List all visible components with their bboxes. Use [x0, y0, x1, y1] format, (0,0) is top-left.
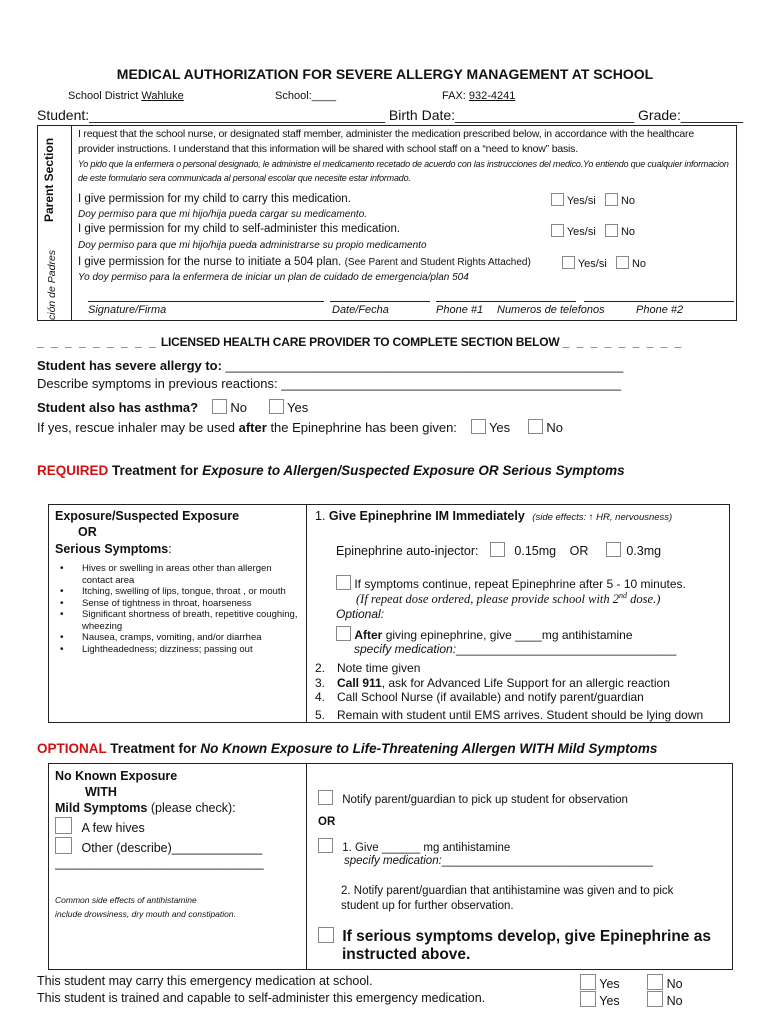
fax-value: 932-4241	[468, 90, 516, 102]
serious-symptoms-title	[55, 542, 172, 556]
dose-03-checkbox[interactable]	[606, 542, 621, 557]
with-label: WITH	[85, 785, 117, 799]
repeat-text: If symptoms continue, repeat Epinephrine after 5 - 10 minutes.	[354, 577, 686, 591]
birth-date-input[interactable]: _______________________	[455, 107, 635, 123]
repeat-note	[356, 591, 660, 607]
mild-symptoms-label: Mild Symptoms	[55, 801, 148, 815]
mild-symptoms-title	[55, 801, 236, 815]
parent-section-label-es: ción de Padres	[46, 249, 58, 320]
hives-row	[55, 817, 145, 835]
yes-label: Yes/si	[577, 258, 607, 270]
permission-carry-es: Doy permiso para que mi hijo/hija pueda cargar su medicamento.	[78, 209, 368, 220]
serious-text-2: instructed above.	[342, 946, 471, 963]
step-num: 5.	[315, 707, 326, 722]
phone1-label: Phone #1	[436, 304, 484, 316]
optional-italic: No Known Exposure to Life-Threatening Allergen WITH Mild Symptoms	[200, 741, 658, 756]
permission-self-administer-es: Doy permiso para que mi hijo/hija pueda administrarse su propio medicamento	[78, 240, 427, 251]
symptom-item: • Hives or swelling in areas other than allergen contact area	[82, 563, 302, 586]
exposure-or: OR	[78, 525, 97, 539]
dose-015-checkbox[interactable]	[490, 542, 505, 557]
autoinjector-row	[336, 542, 661, 558]
permission-504-options	[562, 256, 646, 270]
no-label: No	[631, 258, 646, 270]
optional-heading	[37, 741, 657, 756]
autoinjector-label: Epinephrine auto-injector:	[336, 544, 479, 558]
permission-carry: I give permission for my child to carry this medication.	[78, 193, 351, 205]
repeat-row	[336, 575, 686, 591]
step-item	[315, 690, 703, 705]
specify-medication-label: specify medication:	[354, 642, 457, 656]
serious-row	[318, 927, 711, 946]
repeat-note-sup: nd	[619, 591, 628, 600]
optional-or: OR	[318, 816, 336, 828]
dose-015-label: 0.15mg	[514, 544, 557, 558]
notify-given-line2: student up for further observation.	[341, 900, 514, 912]
inhaler-yes-label: Yes	[488, 420, 511, 435]
notify-pickup-text: Notify parent/guardian to pick up student for observation	[342, 794, 628, 806]
step-bold: Call 911	[337, 675, 382, 690]
required-italic: Exposure to Allergen/Suspected Exposure OR Serious Symptoms	[202, 463, 625, 478]
required-word: REQUIRED	[37, 463, 109, 478]
phone2-line[interactable]	[584, 301, 734, 302]
notify-pickup-row	[318, 790, 628, 806]
step-num: 4.	[315, 690, 326, 705]
other-line[interactable]: ______________________________	[55, 856, 264, 870]
other-row	[55, 837, 262, 855]
permission-504-note: (See Parent and Student Rights Attached)	[344, 257, 531, 268]
antihistamine-checkbox[interactable]	[336, 626, 351, 641]
optional-divider	[306, 763, 307, 970]
carry-text: This student may carry this emergency medication at school.	[37, 974, 373, 988]
grade-label: Grade:	[638, 107, 681, 123]
symptom-item: • Lightheadedness; dizziness; passing out	[82, 644, 302, 656]
severe-allergy-input[interactable]: _______________________________________________________	[225, 358, 624, 373]
step1-num: 1.	[315, 509, 326, 523]
dose-03-label: 0.3mg	[626, 544, 662, 558]
inhaler-post: the Epinephrine has been given:	[270, 420, 457, 435]
phones-es-label: Numeros de telefonos	[497, 304, 605, 316]
provider-banner-text: LICENSED HEALTH CARE PROVIDER TO COMPLETE SECTION BELOW	[160, 335, 560, 349]
phone1-line[interactable]	[436, 301, 576, 302]
hives-checkbox[interactable]	[55, 817, 72, 834]
symptom-item: • Itching, swelling of lips, tongue, throat , or mouth	[82, 586, 302, 598]
asthma-row	[37, 399, 308, 415]
inhaler-pre: If yes, rescue inhaler may be used	[37, 420, 235, 435]
trained-options	[580, 991, 683, 1008]
trained-yes-label: Yes	[599, 994, 620, 1008]
asthma-no-checkbox[interactable]	[212, 399, 227, 414]
parent-intro: I request that the school nurse, or designated staff member, administer the medication prescribed below, in accordance with the healthcare provider instructions. I understand that this information will be shared with school staff on a “need to know” basis.	[78, 128, 694, 155]
after-text: giving epinephrine, give ____mg antihistamine	[385, 628, 633, 642]
permission-504-yes-checkbox[interactable]	[562, 256, 575, 269]
district-value[interactable]: Wahluke	[141, 90, 184, 102]
date-line[interactable]	[330, 301, 430, 302]
permission-self-options	[551, 224, 635, 238]
step-text: , ask for Advanced Life Support for an allergic reaction	[381, 675, 670, 690]
fax-field	[442, 90, 515, 102]
asthma-no-label: No	[230, 400, 247, 415]
permission-504-es: Yo doy permiso para la enfermera de iniciar un plan de cuidado de emergencia/plan 504	[78, 272, 469, 283]
hives-label: A few hives	[81, 821, 145, 835]
required-divider	[306, 504, 307, 723]
yes-label: Yes/si	[566, 195, 596, 207]
severe-allergy-row	[37, 358, 623, 373]
inhaler-yes-checkbox[interactable]	[471, 419, 486, 434]
serious-checkbox[interactable]	[318, 927, 334, 943]
asthma-yes-checkbox[interactable]	[269, 399, 284, 414]
symptoms-input[interactable]: _______________________________________________	[281, 376, 622, 391]
birth-date-label: Birth Date:	[388, 107, 456, 123]
give-antihistamine-checkbox[interactable]	[318, 838, 333, 853]
permission-self-yes-checkbox[interactable]	[551, 224, 564, 237]
inhaler-no-checkbox[interactable]	[528, 419, 543, 434]
banner-dashes-right: _ _ _ _ _ _ _ _ _	[562, 335, 684, 349]
notify-pickup-checkbox[interactable]	[318, 790, 333, 805]
step-text: Note time given	[337, 661, 421, 675]
step-num: 2.	[315, 661, 326, 675]
trained-no-checkbox[interactable]	[647, 991, 663, 1007]
permission-carry-no-checkbox[interactable]	[605, 193, 618, 206]
optional-specify-input[interactable]: _________________________________	[441, 855, 653, 867]
permission-504-no-checkbox[interactable]	[616, 256, 629, 269]
symptom-item: • Sense of tightness in throat, hoarseness	[82, 598, 302, 610]
please-check-label: (please check):	[150, 801, 236, 815]
symptoms-label: Describe symptoms in previous reactions:	[37, 376, 278, 391]
specify-medication-input[interactable]: _________________________________	[456, 642, 677, 656]
carry-yes-label: Yes	[599, 977, 620, 991]
repeat-note-pre: (If repeat dose ordered, please provide school with 2	[356, 592, 620, 607]
step-item	[315, 708, 703, 723]
permission-self-no-checkbox[interactable]	[605, 224, 618, 237]
asthma-label: Student also has asthma?	[37, 400, 199, 415]
form-title: MEDICAL AUTHORIZATION FOR SEVERE ALLERGY MANAGEMENT AT SCHOOL	[116, 66, 654, 82]
symptoms-row	[37, 376, 621, 391]
inhaler-bold: after	[238, 420, 267, 435]
no-label: No	[620, 226, 635, 238]
inhaler-no-label: No	[546, 420, 564, 435]
carry-options	[580, 974, 683, 991]
grade-input[interactable]: ________	[680, 107, 744, 123]
carry-no-checkbox[interactable]	[647, 974, 663, 990]
carry-yes-checkbox[interactable]	[580, 974, 596, 990]
repeat-note-post: dose.)	[627, 592, 661, 607]
exposure-title: Exposure/Suspected Exposure	[55, 509, 240, 523]
yes-label: Yes/si	[566, 226, 596, 238]
no-label: No	[620, 195, 635, 207]
optional-specify-row	[344, 855, 653, 867]
required-heading	[37, 463, 625, 478]
trained-no-label: No	[666, 994, 683, 1008]
step-text: Call School Nurse (if available) and notify parent/guardian	[337, 690, 644, 705]
district-label: School District	[68, 90, 139, 102]
optional-word: OPTIONAL	[37, 741, 107, 756]
step1-row	[315, 509, 672, 523]
specify-medication-row	[354, 642, 676, 656]
side-effects-line2: include drowsiness, dry mouth and constipation.	[55, 909, 236, 919]
permission-self-administer: I give permission for my child to self-administer this medication.	[78, 223, 401, 235]
parent-section-divider	[71, 125, 72, 321]
other-label[interactable]: Other (describe)_____________	[81, 841, 263, 855]
side-effects-line1: Common side effects of antihistamine	[55, 895, 197, 905]
permission-carry-options	[551, 193, 635, 207]
severe-allergy-label: Student has severe allergy to:	[37, 358, 222, 373]
parent-intro-es: Yo pido que la enfermera o personal designado, le administre el medicamento recetado de acuerdo con las instrucciones del medico.Yo entiendo que cualquier informacion de este formulario sera communicada al personal escolar que necesite estar informado.	[78, 159, 729, 183]
no-exposure-title: No Known Exposure	[55, 769, 178, 783]
optional-text: Treatment for	[110, 741, 197, 756]
asthma-yes-label: Yes	[286, 400, 309, 415]
trained-text: This student is trained and capable to self-administer this emergency medication.	[37, 991, 486, 1005]
optional-label: Optional:	[336, 607, 385, 621]
after-bold: After	[354, 628, 383, 642]
optional-specify-label: specify medication:	[344, 855, 442, 867]
symptom-item: • Nausea, cramps, vomiting, and/or diarrhea	[82, 632, 302, 644]
parent-section-label: Parent Section	[42, 137, 56, 222]
student-label: Student:	[37, 107, 90, 123]
permission-504	[78, 256, 531, 268]
repeat-checkbox[interactable]	[336, 575, 351, 590]
required-text: Treatment for	[112, 463, 199, 478]
fax-label: FAX:	[442, 90, 466, 102]
give-antihistamine-row	[318, 838, 510, 854]
student-row	[37, 107, 743, 123]
symptoms-list	[56, 563, 302, 655]
step-num: 3.	[315, 675, 326, 690]
school-field[interactable]: School:____	[275, 90, 337, 102]
antihistamine-row	[336, 626, 633, 642]
permission-504-text: I give permission for the nurse to initiate a 504 plan.	[78, 256, 342, 268]
date-label: Date/Fecha	[332, 304, 389, 316]
serious-text-1: If serious symptoms develop, give Epinephrine as	[342, 928, 711, 945]
other-checkbox[interactable]	[55, 837, 72, 854]
permission-carry-yes-checkbox[interactable]	[551, 193, 564, 206]
phone2-label: Phone #2	[636, 304, 684, 316]
step-text: Remain with student until EMS arrives. Student should be lying down	[337, 707, 704, 722]
step-item	[315, 676, 703, 691]
step-item	[315, 661, 703, 676]
steps-list	[315, 661, 703, 722]
inhaler-row	[37, 419, 563, 435]
or-label: OR	[569, 544, 589, 558]
trained-yes-checkbox[interactable]	[580, 991, 596, 1007]
symptom-item: • Significant shortness of breath, repetitive coughing, wheezing	[82, 609, 302, 632]
give-antihistamine-text: 1. Give ______ mg antihistamine	[342, 842, 511, 854]
provider-banner	[37, 335, 683, 349]
colon: :	[168, 542, 172, 556]
step1-side-effects: (side effects: ↑ HR, nervousness)	[532, 512, 673, 523]
signature-line[interactable]	[88, 301, 324, 302]
notify-given-line1: 2. Notify parent/guardian that antihistamine was given and to pick	[341, 885, 674, 897]
serious-symptoms-label: Serious Symptoms	[55, 542, 169, 556]
district-field	[68, 90, 184, 102]
step1-text: Give Epinephrine IM Immediately	[328, 509, 525, 523]
student-input[interactable]: ______________________________________	[89, 107, 386, 123]
signature-label: Signature/Firma	[88, 304, 167, 316]
banner-dashes-left: _ _ _ _ _ _ _ _ _	[37, 335, 158, 349]
carry-no-label: No	[666, 977, 683, 991]
